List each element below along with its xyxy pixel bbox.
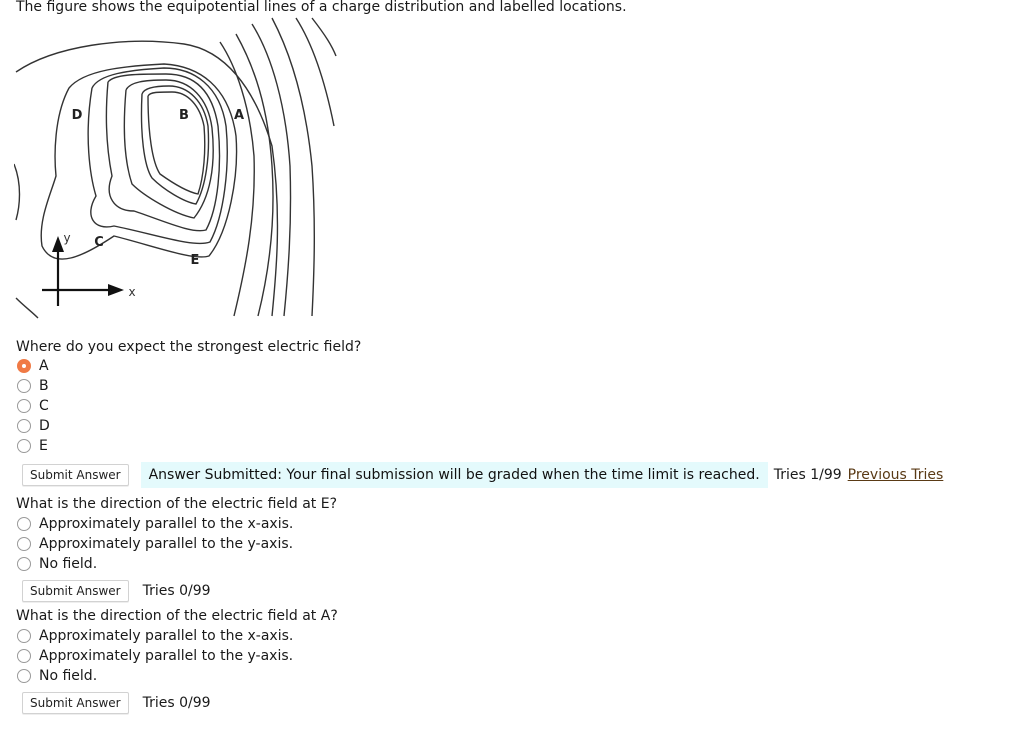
contour-r6 <box>312 18 336 56</box>
radio-icon[interactable] <box>17 537 31 551</box>
radio-icon[interactable] <box>17 517 31 531</box>
q3-submit-button[interactable]: Submit Answer <box>22 692 129 714</box>
label-d: D <box>71 108 83 123</box>
label-x-axis: x <box>128 285 136 299</box>
radio-icon[interactable] <box>17 419 31 433</box>
label-c: C <box>94 235 104 250</box>
contour-r1 <box>220 42 254 316</box>
q3-tries: Tries 0/99 <box>142 695 211 711</box>
q1-option-d[interactable] <box>17 416 50 436</box>
label-y-axis: y <box>63 231 71 245</box>
question-1-text: Where do you expect the strongest electric field? <box>16 339 362 355</box>
submission-notice <box>141 462 768 488</box>
axes <box>42 236 124 306</box>
option-label: No field. <box>39 556 98 572</box>
option-label: Approximately parallel to the x-axis. <box>39 628 294 644</box>
equipotential-figure <box>14 16 340 320</box>
option-label: Approximately parallel to the y-axis. <box>39 648 294 664</box>
q2-option-2[interactable] <box>17 534 293 554</box>
option-label: A <box>39 358 49 374</box>
option-label: C <box>39 398 49 414</box>
intro-text: The figure shows the equipotential lines of a charge distribution and labelled locations. <box>16 0 627 15</box>
radio-icon[interactable] <box>17 669 31 683</box>
radio-icon[interactable] <box>17 399 31 413</box>
radio-selected-icon[interactable] <box>17 359 31 373</box>
option-label: Approximately parallel to the x-axis. <box>39 516 294 532</box>
q3-option-1[interactable] <box>17 626 293 646</box>
contour-r3 <box>252 24 291 316</box>
q1-option-e[interactable] <box>17 436 48 456</box>
question-3-text: What is the direction of the electric field at A? <box>16 608 338 624</box>
option-label: No field. <box>39 668 98 684</box>
radio-icon[interactable] <box>17 649 31 663</box>
q2-submit-button[interactable]: Submit Answer <box>22 580 129 602</box>
q3-option-3[interactable] <box>17 666 97 686</box>
option-label: Approximately parallel to the y-axis. <box>39 536 294 552</box>
previous-tries-link[interactable]: Previous Tries <box>847 467 944 483</box>
contour-bottom-left <box>16 298 38 318</box>
radio-icon[interactable] <box>17 379 31 393</box>
label-b: B <box>179 108 189 123</box>
radio-icon[interactable] <box>17 557 31 571</box>
contour-r4 <box>272 18 314 316</box>
q1-option-c[interactable] <box>17 396 49 416</box>
q1-submit-button[interactable]: Submit Answer <box>22 464 129 486</box>
q1-option-b[interactable] <box>17 376 49 396</box>
q2-tries: Tries 0/99 <box>142 583 211 599</box>
notice-text: Answer Submitted: Your final submission will be graded when the time limit is reached. <box>148 467 760 483</box>
q2-submit-row <box>22 580 211 602</box>
q1-option-a[interactable] <box>17 356 49 376</box>
q2-option-3[interactable] <box>17 554 97 574</box>
q1-tries: Tries 1/99 <box>773 467 842 483</box>
contour-4 <box>106 74 219 231</box>
radio-icon[interactable] <box>17 629 31 643</box>
contour-left-arc <box>14 164 20 220</box>
option-label: B <box>39 378 49 394</box>
label-e: E <box>190 253 200 268</box>
contour-r5 <box>296 18 334 126</box>
label-a: A <box>233 108 245 123</box>
option-label: E <box>39 438 48 454</box>
question-2-text: What is the direction of the electric field at E? <box>16 496 338 512</box>
q3-option-2[interactable] <box>17 646 293 666</box>
option-label: D <box>39 418 50 434</box>
radio-icon[interactable] <box>17 439 31 453</box>
q1-submit-row <box>22 464 943 486</box>
contour-b <box>148 92 205 194</box>
q3-submit-row <box>22 692 211 714</box>
q2-option-1[interactable] <box>17 514 293 534</box>
